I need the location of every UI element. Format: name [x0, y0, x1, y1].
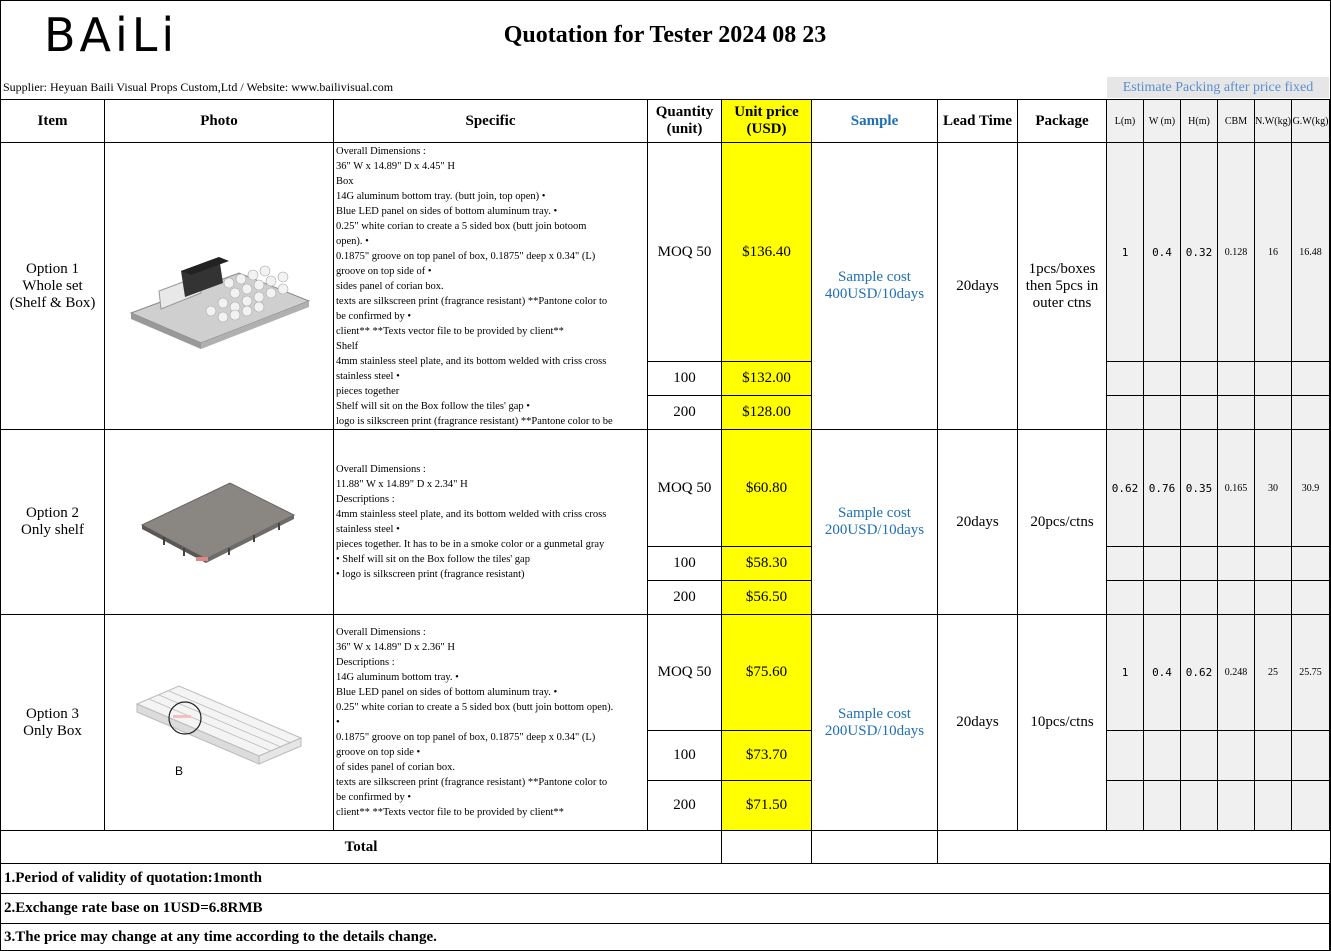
cbm-cell: 0.128: [1218, 143, 1255, 362]
header-package: Package: [1018, 100, 1107, 143]
sample-cell: Sample cost 200USD/10days: [812, 615, 938, 831]
price-cell: $75.60: [722, 615, 812, 731]
lead-time-cell: 20days: [938, 143, 1018, 430]
package-cell: 10pcs/ctns: [1018, 615, 1107, 831]
spec-cell: Overall Dimensions : 11.88" W x 14.89" D x 2.34" H Descriptions : 4mm stainless steel plate, and its bottom welded with criss cross stainless steel • pieces together. It has to be in a smoke color or a gunmetal gray • Shelf will sit on the Box follow the tiles' gap • logo is silkscreen print (fragrance resistant): [334, 430, 648, 615]
header-net-weight: N.W(kg): [1255, 100, 1292, 143]
width-cell: 0.4: [1144, 615, 1181, 731]
photo-callout-label: B: [174, 763, 183, 778]
quantity-cell: MOQ 50: [648, 430, 722, 547]
package-cell: 1pcs/boxes then 5pcs in outer ctns: [1018, 143, 1107, 430]
lead-time-cell: 20days: [938, 430, 1018, 615]
length-cell: 1: [1107, 615, 1144, 731]
price-cell: $73.70: [722, 731, 812, 781]
item-cell: Option 2 Only shelf: [1, 430, 105, 615]
sample-cell: Sample cost 400USD/10days: [812, 143, 938, 430]
quantity-cell: 200: [648, 396, 722, 430]
quantity-cell: 100: [648, 362, 722, 396]
gross-weight-cell: 16.48: [1292, 143, 1330, 362]
item-cell: Option 3 Only Box: [1, 615, 105, 831]
header-photo: Photo: [105, 100, 334, 143]
quantity-cell: MOQ 50: [648, 143, 722, 362]
quantity-cell: 200: [648, 781, 722, 831]
length-cell: 1: [1107, 143, 1144, 362]
note-exchange-rate: 2.Exchange rate base on 1USD=6.8RMB: [1, 894, 1330, 924]
price-cell: $132.00: [722, 362, 812, 396]
brand-logo: BAiLi: [44, 8, 179, 62]
total-label: Total: [1, 831, 722, 864]
header-unit-price: Unit price (USD): [722, 100, 812, 143]
quantity-cell: MOQ 50: [648, 615, 722, 731]
net-weight-cell: 30: [1255, 430, 1292, 547]
quantity-cell: 200: [648, 581, 722, 615]
price-cell: $58.30: [722, 547, 812, 581]
packing-note: Estimate Packing after price fixed: [1107, 77, 1329, 98]
header-item: Item: [1, 100, 105, 143]
cbm-cell: 0.165: [1218, 430, 1255, 547]
gross-weight-cell: 25.75: [1292, 615, 1330, 731]
price-cell: $71.50: [722, 781, 812, 831]
net-weight-cell: 16: [1255, 143, 1292, 362]
sample-cell: Sample cost 200USD/10days: [812, 430, 938, 615]
price-cell: $60.80: [722, 430, 812, 547]
header-lead-time: Lead Time: [938, 100, 1018, 143]
package-cell: 20pcs/ctns: [1018, 430, 1107, 615]
quantity-cell: 100: [648, 731, 722, 781]
header-quantity: Quantity (unit): [648, 100, 722, 143]
price-cell: $136.40: [722, 143, 812, 362]
spec-cell: Overall Dimensions : 36" W x 14.89" D x 4.45" H Box 14G aluminum bottom tray. (butt join, top open) • Blue LED panel on sides of bottom aluminum tray. • 0.25" white corian to create a 5 sided box (butt join botoom open). • 0.1875" groove on top panel of box, 0.1875" deep x 0.34" (L) groove on top side of • sides panel of corian box. texts are silkscreen print (fragrance resistant) **Pantone color to be confirmed by • client** **Texts vector file to be provided by client** Shelf 4mm stainless steel plate, and its bottom welded with criss cross stainless steel • pieces together Shelf will sit on the Box follow the tiles' gap • logo is silkscreen print (fragrance resistant) **Pantone color to be: [334, 143, 648, 430]
header-width: W (m): [1144, 100, 1181, 143]
net-weight-cell: 25: [1255, 615, 1292, 731]
price-cell: $56.50: [722, 581, 812, 615]
cbm-cell: 0.248: [1218, 615, 1255, 731]
spec-cell: Overall Dimensions : 36" W x 14.89" D x 2.36" H Descriptions : 14G aluminum bottom tray. • Blue LED panel on sides of bottom aluminum tray. • 0.25" white corian to create a 5 sided box (butt join bottom open). • 0.1875" groove on top panel of box, 0.1875" deep x 0.34" (L) groove on top side • of sides panel of corian box. texts are silkscreen print (fragrance resistant) **Pantone color to be confirmed by • client** **Texts vector file to be provided by client**: [334, 615, 648, 831]
quantity-cell: 100: [648, 547, 722, 581]
gross-weight-cell: 30.9: [1292, 430, 1330, 547]
item-cell: Option 1 Whole set (Shelf & Box): [1, 143, 105, 430]
price-cell: $128.00: [722, 396, 812, 430]
width-cell: 0.4: [1144, 143, 1181, 362]
page-title: Quotation for Tester 2024 08 23: [503, 22, 827, 48]
height-cell: 0.35: [1181, 430, 1218, 547]
length-cell: 0.62: [1107, 430, 1144, 547]
header-cbm: CBM: [1218, 100, 1255, 143]
note-price-change: 3.The price may change at any time according to the details change.: [1, 924, 1330, 951]
lead-time-cell: 20days: [938, 615, 1018, 831]
supplier-info: Supplier: Heyuan Baili Visual Props Custom,Ltd / Website: www.bailivisual.com: [3, 80, 394, 94]
header-height: H(m): [1181, 100, 1218, 143]
header-gross-weight: G.W(kg): [1292, 100, 1330, 143]
header-sample: Sample: [812, 100, 938, 143]
header-specific: Specific: [334, 100, 648, 143]
height-cell: 0.62: [1181, 615, 1218, 731]
header-length: L(m): [1107, 100, 1144, 143]
width-cell: 0.76: [1144, 430, 1181, 547]
height-cell: 0.32: [1181, 143, 1218, 362]
note-validity: 1.Period of validity of quotation:1month: [1, 864, 1330, 894]
